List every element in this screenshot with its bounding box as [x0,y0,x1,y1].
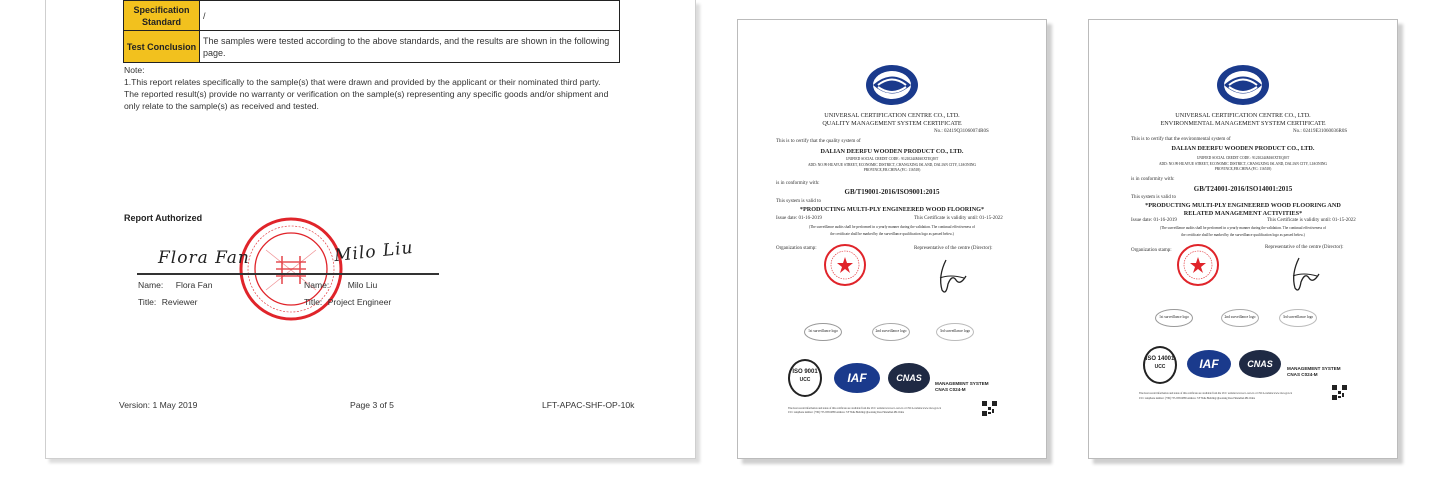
cnas-badge-icon: CNAS [888,363,930,393]
cert-conformity-text: is in conformity with: [1131,177,1175,182]
spec-standard-value: / [200,1,620,31]
cert-issue-date: Issue date: 01-16-2019 [776,216,822,221]
cert-credit-code: UNIFIED SOCIAL CREDIT CODE : 91210244MA0XTEQJ0T [845,157,939,161]
surveillance-logo-3: 3rd surveillance logo [1279,309,1317,327]
note-title: Note: [124,65,145,75]
cert-system-title: ENVIRONMENTAL MANAGEMENT SYSTEM CERTIFICATE [1160,120,1326,127]
organization-stamp-icon [822,242,868,288]
cert-representative-label: Representative of the centre (Director): [914,246,993,251]
name-label: Name: [304,280,330,290]
cert-surveillance-line-2: the certificate shall be marked by the surveillance qualification logo as passed below.) [1181,233,1305,237]
person1-name-row [138,279,212,291]
environmental-certificate [1088,19,1398,459]
surveillance-logos [738,323,1046,343]
person1-name: Flora Fan [175,280,213,290]
quality-certificate [737,19,1047,459]
cert-address-line-2: PROVINCE,P.R.CHINA (P.C: 116518) [863,168,921,172]
cert-system-title: QUALITY MANAGEMENT SYSTEM CERTIFICATE [822,120,962,127]
cnas-code-label: CNAS C024-M [935,387,966,392]
cert-credit-code: UNIFIED SOCIAL CREDIT CODE : 91210244MA0XTEQJ0T [1196,156,1290,160]
cert-validity: This Certificate is validity until: 01-15-2022 [914,216,1003,221]
signature-milo-liu: Milo Liu [333,237,415,267]
surveillance-logo-1: 1st surveillance logo [1155,309,1193,327]
person2-title-row [304,296,391,308]
person1-title: Reviewer [161,297,198,307]
cert-surveillance-line-1: (The surveillance audits shall be performed in a yearly manner during the validation. The continual effectiveness of [808,225,976,229]
qr-code-icon [982,401,997,416]
organization-stamp-icon [1175,242,1221,288]
footer-version: Version: 1 May 2019 [119,400,198,410]
cert-address-line-1: ADD: NO.99 HUAYUE STREET, ECONOMIC DISTRICT, CHANGXING ISLAND, DALIAN CITY, LIAONING [1158,162,1328,166]
iso-badge-icon [1143,346,1177,384]
cert-org-stamp-label: Organization stamp: [1131,248,1172,253]
title-label: Title: [304,297,323,307]
note-line-3: only relate to the sample(s) as received and tested. [124,101,319,111]
note-line-2: The reported result(s) provide no warranty or verification on the sample(s) representing any specific goods and/or shipment and [124,89,609,99]
cert-surveillance-line-2: the certificate shall be marked by the surveillance qualification logo as passed below.) [830,232,954,236]
iaf-badge-icon: IAF [1187,350,1231,378]
cert-standard: GB/T24001-2016/ISO14001:2015 [1193,185,1293,193]
iso-badge-label: ISO 9001 [792,369,818,375]
cert-scope-line-1: *PRODUCTING MULTI-PLY ENGINEERED WOOD FLOORING* [799,206,985,213]
cnas-badge-icon: CNAS [1239,350,1281,378]
person2-name-row [304,279,377,291]
cert-surveillance-line-1: (The surveillance audits shall be performed in a yearly manner during the validation. The continual effectiveness of [1159,226,1327,230]
cert-fine-print-1: The most recent information and status of this certificate are available from the UCC website:www.ucc-cert.cn or CNCA website:www.cnca.gov.cn [1139,392,1293,395]
accreditation-badges [1089,342,1397,392]
qr-code-icon [1332,385,1347,400]
footer-doc-code: LFT-APAC-SHF-OP-10k [542,400,635,410]
cert-representative-label: Representative of the centre (Director): [1265,245,1344,250]
cert-company-name: DALIAN DEERFU WOODEN PRODUCT CO., LTD. [1171,145,1315,152]
cert-valid-to-text: This system is valid to [776,199,821,204]
cert-company-name: DALIAN DEERFU WOODEN PRODUCT CO., LTD. [820,148,964,155]
director-signature-icon [934,256,970,298]
spec-standard-label: Specification Standard [124,1,200,31]
cert-fine-print-2: UCC telephone number: (+86) 755-83516888 Address: 5/F Yuhe Building Qiaoxiang Road Shenzhen PR.China [1139,397,1255,400]
signature-flora-fan: Flora Fan [158,248,250,268]
cert-org-stamp-label: Organization stamp: [776,246,817,251]
cert-scope-line-1: *PRODUCTING MULTI-PLY ENGINEERED WOOD FLOORING AND [1145,202,1341,209]
ucc-globe-logo-icon [1215,62,1271,108]
cert-number: No.: 02419E31060036R0S [1293,129,1348,134]
surveillance-logo-3: 3rd surveillance logo [936,323,974,341]
cert-scope-line-2: RELATED MANAGEMENT ACTIVITIES* [1183,210,1303,217]
accreditation-badges [738,355,1046,405]
cert-validity: This Certificate is validity until: 01-15-2022 [1267,218,1356,223]
cnas-mgmt-label: MANAGEMENT SYSTEM [1287,366,1341,371]
ucc-badge-label: UCC [1154,364,1166,370]
cert-number: No.: 02419Q31060074R0S [934,129,989,134]
cert-certify-text: This is to certify that the quality system of [776,139,861,144]
note-line-1: 1.This report relates specifically to the sample(s) that were drawn and provided by the applicant or their nominated third party. [124,77,601,87]
iaf-badge-icon: IAF [834,363,880,393]
cert-valid-to-text: This system is valid to [1131,195,1176,200]
cnas-mgmt-label: MANAGEMENT SYSTEM [935,381,989,386]
cert-fine-print-2: UCC telephone number: (+86) 755-83516888 Address: 5/F Yuhe Building Qiaoxiang Road Shenzhen PR.China [788,411,904,414]
surveillance-logos [1089,309,1397,329]
cert-address-line-1: ADD: NO.99 HUAYUE STREET, ECONOMIC DISTRICT, CHANGXING ISLAND, DALIAN CITY, LIAONING [807,163,977,167]
person2-title: Project Engineer [327,297,392,307]
test-report-page [45,0,696,459]
cert-issue-date: Issue date: 01-16-2019 [1131,218,1177,223]
person1-title-row [138,296,198,308]
test-conclusion-label: Test Conclusion [124,31,200,63]
name-label: Name: [138,280,164,290]
report-authorized-title: Report Authorized [124,213,203,223]
cert-address-line-2: PROVINCE,P.R.CHINA (P.C: 116518) [1214,167,1272,171]
ucc-badge-label: UCC [799,377,811,383]
cert-fine-print-1: The most recent information and status of this certificate are available from the UCC website:www.ucc-cert.cn or CNCA website:www.cnca.gov.cn [788,407,942,410]
ucc-globe-logo-icon [864,62,920,108]
footer-page-number: Page 3 of 5 [350,400,394,410]
surveillance-logo-2: 2nd surveillance logo [872,323,910,341]
iso-badge-label: ISO 14001 [1145,356,1175,362]
report-note [124,64,624,112]
surveillance-logo-2: 2nd surveillance logo [1221,309,1259,327]
person2-name: Milo Liu [347,280,378,290]
test-conclusion-value: The samples were tested according to the above standards, and the results are shown in the following page. [200,31,620,63]
title-label: Title: [138,297,157,307]
signature-line [137,273,439,275]
cert-standard: GB/T19001-2016/ISO9001:2015 [844,188,940,196]
cert-issuer: UNIVERSAL CERTIFICATION CENTRE CO., LTD. [1175,112,1311,119]
standard-conclusion-table [123,0,620,63]
cert-certify-text: This is to certify that the environmental system of [1131,137,1231,142]
cnas-code-label: CNAS C024-M [1287,372,1318,377]
director-signature-icon [1287,254,1323,296]
iso-badge-icon [788,359,822,397]
cert-issuer: UNIVERSAL CERTIFICATION CENTRE CO., LTD. [824,112,960,119]
cert-conformity-text: is in conformity with: [776,181,820,186]
surveillance-logo-1: 1st surveillance logo [804,323,842,341]
